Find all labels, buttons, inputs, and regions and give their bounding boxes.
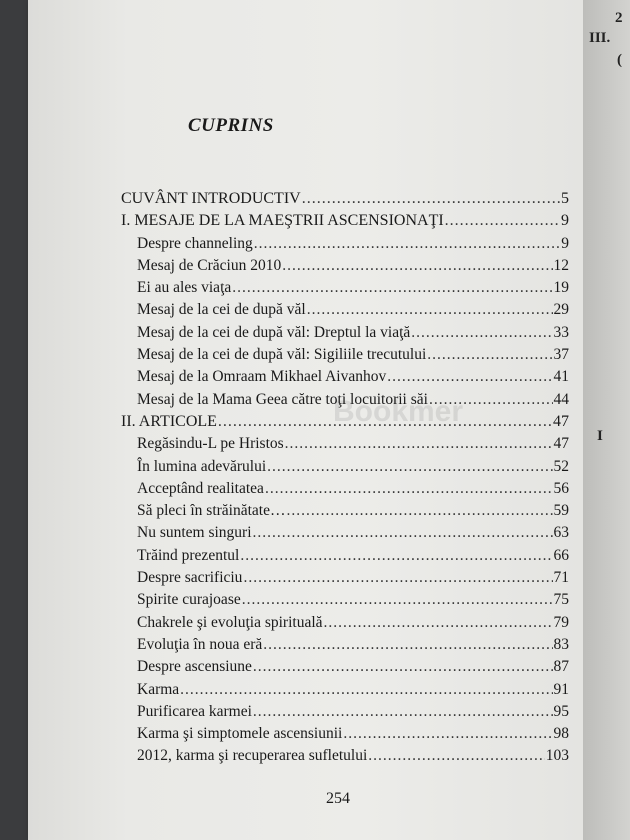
adjacent-page-fragment: III.: [589, 30, 611, 46]
toc-entry: [121, 190, 569, 212]
toc-entry: [121, 658, 569, 680]
toc-entry: [121, 301, 569, 323]
toc-entry-title: Mesaj de la Omraam Mikhael Aivanhov: [137, 368, 387, 386]
toc-entry-title: Regăsindu-L pe Hristos: [137, 435, 284, 453]
toc-entry-page: 56: [553, 479, 569, 497]
toc-entry: [121, 368, 569, 390]
toc-entry-title: Mesaj de la cei de după văl: [137, 301, 306, 319]
toc-entry-page: 37: [553, 346, 569, 364]
toc-entry-title: Despre sacrificiu: [137, 569, 243, 587]
toc-entry: [121, 636, 569, 658]
dot-leader: [343, 725, 552, 743]
toc-entry-page: 83: [553, 635, 569, 653]
toc-entry-page: 47: [553, 412, 569, 430]
toc-entry-page: 44: [553, 390, 569, 408]
dot-leader: [253, 524, 553, 542]
toc-entry-title: Trăind prezentul: [137, 546, 240, 564]
toc-entry: [121, 547, 569, 569]
toc-entry: [121, 725, 569, 747]
page-title: CUPRINS: [188, 115, 274, 136]
toc-entry: [121, 212, 569, 234]
dot-leader: [253, 658, 553, 676]
toc-entry-title: În lumina adevărului: [137, 457, 267, 475]
adjacent-page-edge: [583, 0, 630, 840]
toc-entry-title: Chakrele şi evoluţia spirituală: [137, 613, 323, 631]
toc-entry-title: Acceptând realitatea: [137, 479, 264, 497]
toc-entry-page: 103: [545, 747, 569, 765]
dot-leader: [254, 235, 560, 253]
toc-entry: [121, 435, 569, 457]
toc-entry: [121, 591, 569, 613]
toc-entry-title: Ei au ales viaţa: [137, 279, 232, 297]
toc-entry: [121, 413, 569, 435]
toc-entry: [121, 458, 569, 480]
toc-entry-page: 75: [553, 591, 569, 609]
dot-leader: [411, 324, 552, 342]
table-of-contents: [121, 190, 569, 770]
dot-leader: [285, 435, 553, 453]
toc-entry-page: 98: [553, 725, 569, 743]
toc-entry-title: Să pleci în străinătate…: [137, 502, 286, 520]
toc-entry-title: Karma: [137, 680, 180, 698]
dot-leader: [445, 212, 560, 230]
toc-entry: [121, 502, 569, 524]
toc-entry-page: 66: [553, 546, 569, 564]
adjacent-page-fragment: (: [617, 52, 622, 68]
toc-entry-title: Mesaj de la cei de după văl: Dreptul la viaţă: [137, 323, 411, 341]
toc-entry-page: 41: [553, 368, 569, 386]
toc-entry: [121, 257, 569, 279]
toc-entry-page: 87: [553, 658, 569, 676]
toc-entry-page: 52: [553, 457, 569, 475]
toc-entry-page: 47: [553, 435, 569, 453]
toc-entry-title: Karma şi simptomele ascensiunii: [137, 725, 343, 743]
dot-leader: [387, 368, 552, 386]
dot-leader: [218, 413, 552, 431]
adjacent-page-fragment: I: [597, 428, 603, 444]
dot-leader: [287, 502, 553, 520]
toc-entry-page: 71: [553, 569, 569, 587]
dot-leader: [267, 458, 552, 476]
dot-leader: [242, 591, 553, 609]
dot-leader: [429, 391, 553, 409]
toc-entry-title: II. ARTICOLE: [121, 412, 217, 430]
toc-entry-page: 79: [553, 613, 569, 631]
dot-leader: [324, 614, 553, 632]
toc-entry: [121, 524, 569, 546]
toc-entry: [121, 279, 569, 301]
book-page: [28, 0, 583, 840]
toc-entry-page: 12: [553, 256, 569, 274]
dot-leader: [263, 636, 552, 654]
toc-entry-page: 59: [553, 502, 569, 520]
dot-leader: [282, 257, 552, 275]
toc-entry-title: Mesaj de Crăciun 2010: [137, 256, 282, 274]
toc-entry-page: 63: [553, 524, 569, 542]
toc-entry-title: Mesaj de la cei de după văl: Sigiliile trecutului: [137, 346, 427, 364]
toc-entry-page: 29: [553, 301, 569, 319]
page-number: 254: [326, 790, 350, 807]
toc-entry-title: Mesaj de la Mama Geea către toţi locuitorii săi: [137, 390, 428, 408]
toc-entry: [121, 324, 569, 346]
toc-entry: [121, 703, 569, 725]
toc-entry: [121, 681, 569, 703]
toc-entry-page: 9: [561, 234, 569, 252]
toc-entry-page: 9: [561, 212, 569, 230]
adjacent-page-fragment: 2: [615, 10, 623, 26]
dot-leader: [240, 547, 552, 565]
dot-leader: [368, 747, 544, 765]
toc-entry: [121, 235, 569, 257]
toc-entry: [121, 614, 569, 636]
dot-leader: [427, 346, 552, 364]
toc-entry-title: Nu suntem singuri: [137, 524, 252, 542]
dot-leader: [253, 703, 553, 721]
toc-entry-title: 2012, karma şi recuperarea sufletului: [137, 747, 368, 765]
toc-entry-title: CUVÂNT INTRODUCTIV: [121, 190, 301, 207]
toc-entry-page: 19: [553, 279, 569, 297]
toc-entry-title: Spirite curajoase: [137, 591, 241, 609]
dot-leader: [232, 279, 552, 297]
dot-leader: [302, 190, 560, 208]
toc-entry: [121, 346, 569, 368]
toc-entry-title: Despre channeling: [137, 234, 253, 252]
toc-entry-title: I. MESAJE DE LA MAEŞTRII ASCENSIONAŢI: [121, 212, 444, 230]
dot-leader: [180, 681, 552, 699]
toc-entry-title: Despre ascensiune: [137, 658, 252, 676]
toc-entry: [121, 747, 569, 769]
toc-entry-page: 33: [553, 323, 569, 341]
toc-entry: [121, 391, 569, 413]
dot-leader: [243, 569, 552, 587]
toc-entry-page: 5: [561, 190, 569, 207]
dot-leader: [307, 301, 553, 319]
toc-entry-title: Evoluţia în noua eră: [137, 635, 263, 653]
toc-entry-page: 95: [553, 702, 569, 720]
toc-entry-page: 91: [553, 680, 569, 698]
dot-leader: [265, 480, 553, 498]
toc-entry-title: Purificarea karmei: [137, 702, 252, 720]
watermark: Bookmer: [333, 395, 464, 428]
toc-entry: [121, 480, 569, 502]
toc-entry: [121, 569, 569, 591]
